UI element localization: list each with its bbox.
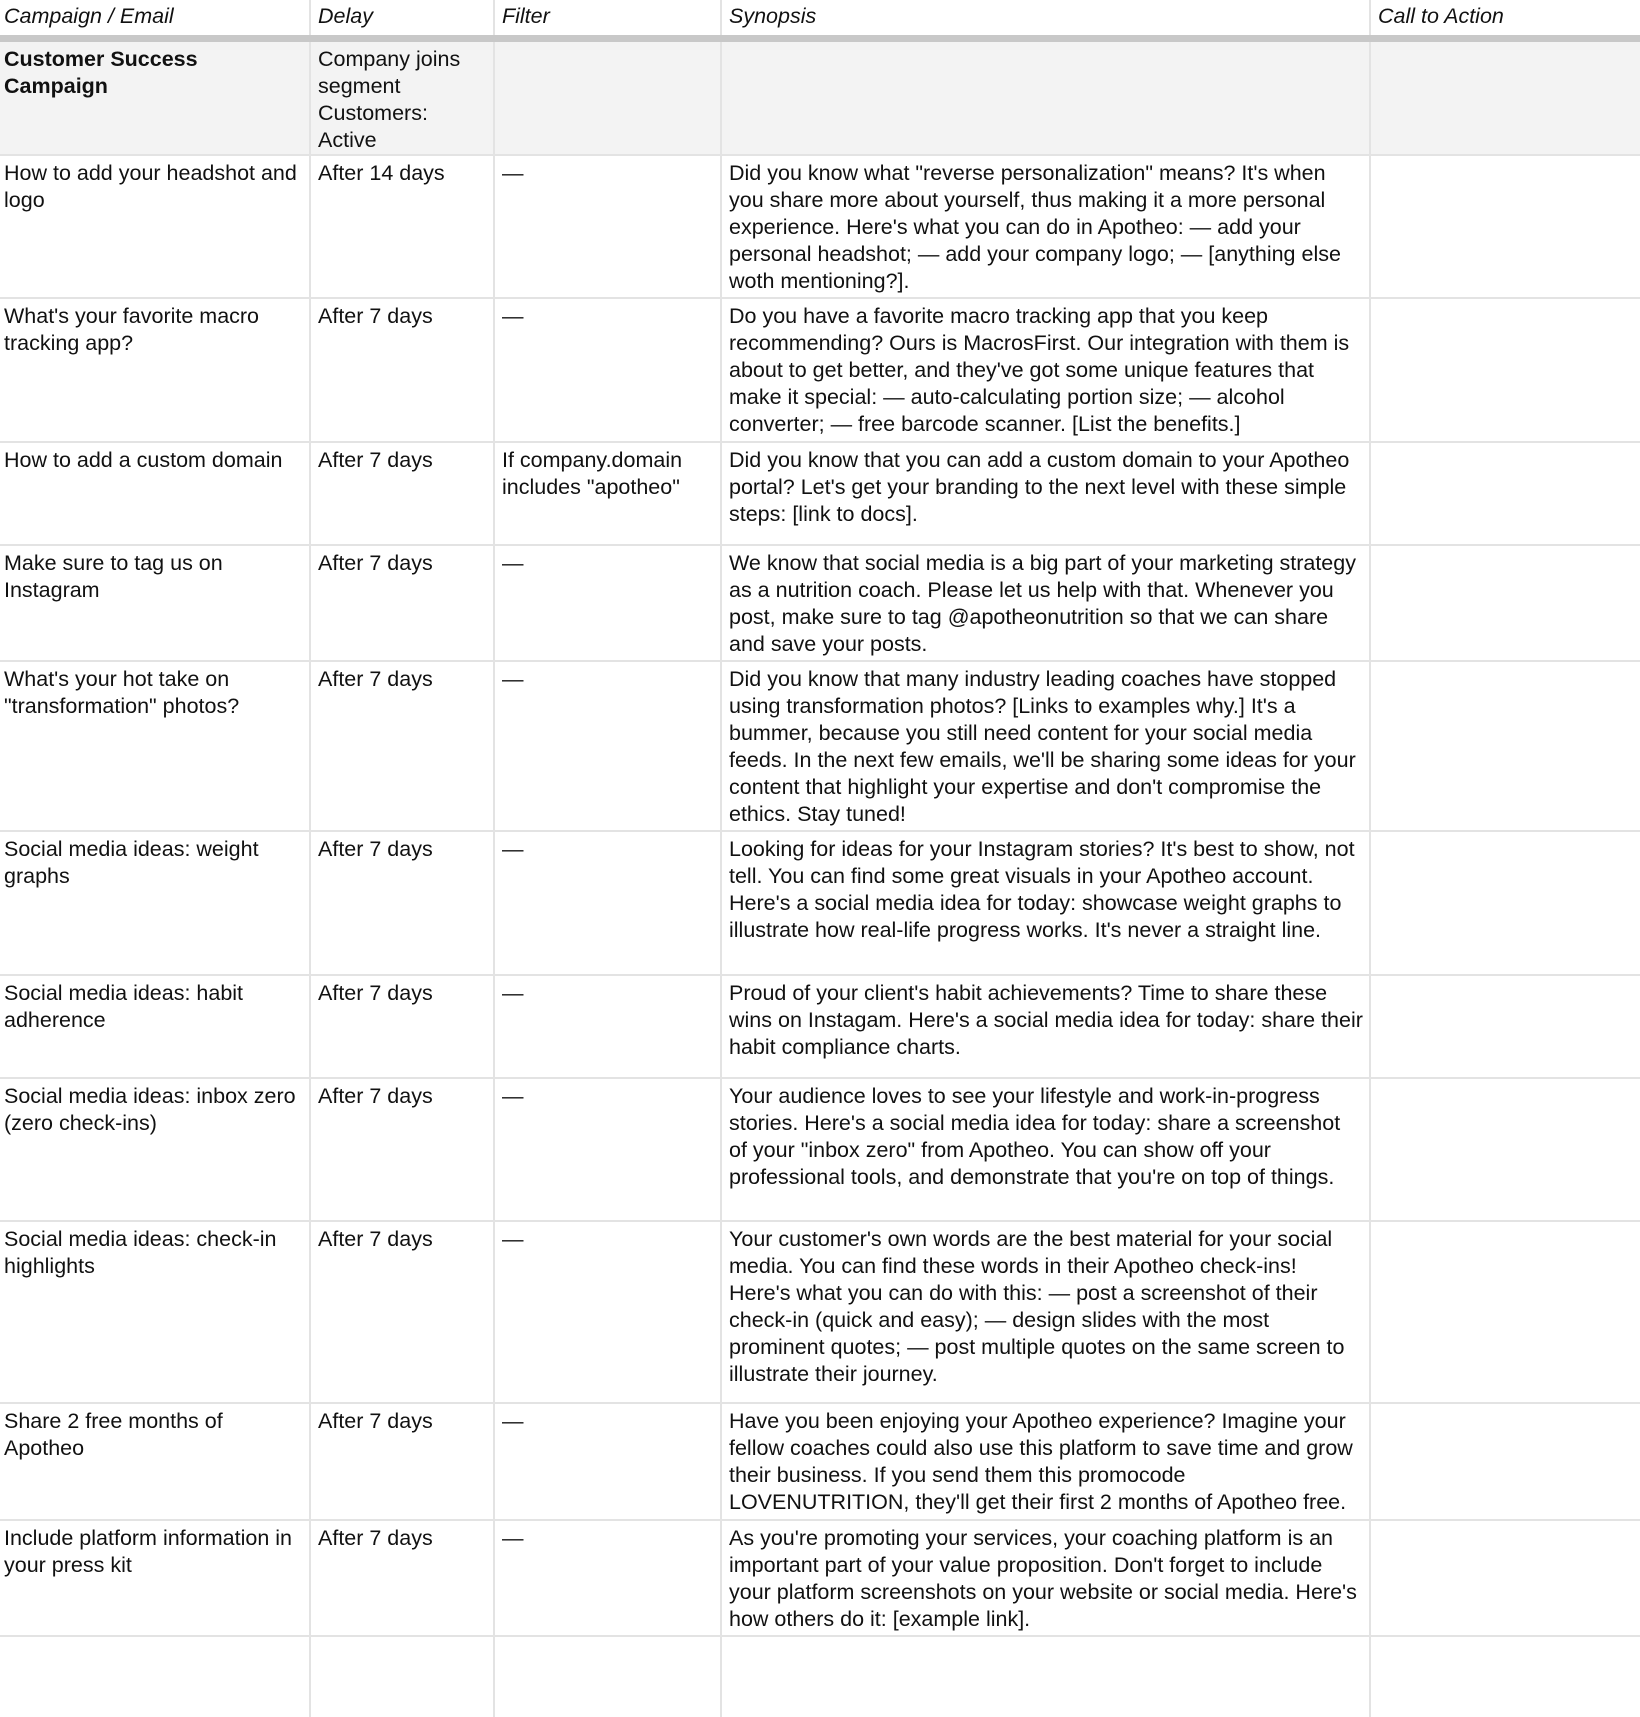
- column-header-delay[interactable]: Delay: [311, 0, 495, 35]
- email-name[interactable]: What's your favorite macro tracking app?: [0, 299, 311, 441]
- email-name[interactable]: Share 2 free months of Apotheo: [0, 1404, 311, 1519]
- email-cta[interactable]: [1371, 662, 1640, 830]
- campaign-trigger[interactable]: Company joins segment Customers: Active: [311, 42, 495, 154]
- email-delay[interactable]: After 7 days: [311, 443, 495, 544]
- table-header: [0, 0, 1640, 35]
- email-name[interactable]: What's your hot take on "transformation" photos?: [0, 662, 311, 830]
- header-divider: [0, 35, 1640, 42]
- table-row[interactable]: [0, 832, 1640, 976]
- empty-cell[interactable]: [311, 1637, 495, 1717]
- email-filter[interactable]: —: [495, 299, 722, 441]
- email-synopsis[interactable]: Did you know that many industry leading coaches have stopped using transformation photos? [Links to examples why.] It's a bummer, because you still need content for your social media feeds. In the next few emails, we'll be sharing some ideas for your content that highlight your expertise and don't compromise the ethics. Stay tuned!: [722, 662, 1371, 830]
- email-filter[interactable]: —: [495, 1404, 722, 1519]
- email-cta[interactable]: [1371, 299, 1640, 441]
- email-synopsis[interactable]: Have you been enjoying your Apotheo experience? Imagine your fellow coaches could also use this platform to save time and grow their business. If you send them this promocode LOVENUTRITION, they'll get their first 2 months of Apotheo free.: [722, 1404, 1371, 1519]
- email-filter[interactable]: —: [495, 1521, 722, 1635]
- email-delay[interactable]: After 7 days: [311, 1222, 495, 1402]
- column-header-filter[interactable]: Filter: [495, 0, 722, 35]
- empty-cell[interactable]: [722, 1637, 1371, 1717]
- table-row[interactable]: [0, 299, 1640, 443]
- email-filter[interactable]: —: [495, 976, 722, 1077]
- email-synopsis[interactable]: Looking for ideas for your Instagram stories? It's best to show, not tell. You can find some great visuals in your Apotheo account. Here's a social media idea for today: showcase weight graphs to illustrate how real-life progress works. It's never a straight line.: [722, 832, 1371, 974]
- campaign-row[interactable]: [0, 42, 1640, 156]
- empty-cell[interactable]: [495, 1637, 722, 1717]
- email-synopsis[interactable]: Do you have a favorite macro tracking app that you keep recommending? Ours is MacrosFirst. Our integration with them is about to get better, and they've got some unique features that make it special: — auto-calculating portion size; — alcohol converter; — free barcode scanner. [List the benefits.]: [722, 299, 1371, 441]
- campaign-name[interactable]: Customer Success Campaign: [0, 42, 311, 154]
- email-cta[interactable]: [1371, 976, 1640, 1077]
- empty-row[interactable]: [0, 1637, 1640, 1717]
- email-filter[interactable]: —: [495, 662, 722, 830]
- table-row[interactable]: [0, 156, 1640, 299]
- table-row[interactable]: [0, 976, 1640, 1079]
- email-filter[interactable]: —: [495, 156, 722, 297]
- column-header-cta[interactable]: Call to Action: [1378, 4, 1504, 28]
- column-header-campaign[interactable]: Campaign / Email: [0, 0, 311, 35]
- campaign-filter[interactable]: [495, 42, 722, 154]
- email-cta[interactable]: [1371, 1521, 1640, 1635]
- email-cta[interactable]: [1371, 156, 1640, 297]
- email-filter[interactable]: —: [495, 546, 722, 660]
- email-cta[interactable]: [1371, 546, 1640, 660]
- table-row[interactable]: [0, 662, 1640, 832]
- email-filter[interactable]: —: [495, 1222, 722, 1402]
- email-synopsis[interactable]: As you're promoting your services, your coaching platform is an important part of your value proposition. Don't forget to include your platform screenshots on your website or social media. Here's how others do it: [example link].: [722, 1521, 1371, 1635]
- email-name[interactable]: Social media ideas: habit adherence: [0, 976, 311, 1077]
- email-name[interactable]: Social media ideas: check-in highlights: [0, 1222, 311, 1402]
- email-delay[interactable]: After 14 days: [311, 156, 495, 297]
- email-name[interactable]: How to add a custom domain: [0, 443, 311, 544]
- table-row[interactable]: [0, 443, 1640, 546]
- email-delay[interactable]: After 7 days: [311, 1079, 495, 1220]
- email-delay[interactable]: After 7 days: [311, 1404, 495, 1519]
- email-name[interactable]: Social media ideas: inbox zero (zero check-ins): [0, 1079, 311, 1220]
- email-synopsis[interactable]: Proud of your client's habit achievements? Time to share these wins on Instagam. Here's a social media idea for today: share their habit compliance charts.: [722, 976, 1371, 1077]
- email-cta[interactable]: [1371, 1222, 1640, 1402]
- table-row[interactable]: [0, 1222, 1640, 1404]
- email-delay[interactable]: After 7 days: [311, 1521, 495, 1635]
- email-delay[interactable]: After 7 days: [311, 299, 495, 441]
- email-synopsis[interactable]: Your customer's own words are the best material for your social media. You can find these words in their Apotheo check-ins! Here's what you can do with this: — post a screenshot of their check-in (quick and easy); — design slides with the most prominent quotes; — post multiple quotes on the same screen to illustrate their journey.: [722, 1222, 1371, 1402]
- email-delay[interactable]: After 7 days: [311, 546, 495, 660]
- email-name[interactable]: How to add your headshot and logo: [0, 156, 311, 297]
- table-row[interactable]: [0, 1521, 1640, 1637]
- empty-cell[interactable]: [1371, 1637, 1640, 1717]
- email-name[interactable]: Include platform information in your press kit: [0, 1521, 311, 1635]
- table-row[interactable]: [0, 1079, 1640, 1222]
- table-row[interactable]: [0, 1404, 1640, 1521]
- email-filter[interactable]: —: [495, 832, 722, 974]
- email-delay[interactable]: After 7 days: [311, 832, 495, 974]
- email-filter[interactable]: —: [495, 1079, 722, 1220]
- email-name[interactable]: Social media ideas: weight graphs: [0, 832, 311, 974]
- email-delay[interactable]: After 7 days: [311, 976, 495, 1077]
- email-synopsis[interactable]: Did you know what "reverse personalization" means? It's when you share more about yourself, thus making it a more personal experience. Here's what you can do in Apotheo: — add your personal headshot; — add your company logo; — [anything else woth mentioning?].: [722, 156, 1371, 297]
- campaign-synopsis[interactable]: [722, 42, 1371, 154]
- email-delay[interactable]: After 7 days: [311, 662, 495, 830]
- email-name[interactable]: Make sure to tag us on Instagram: [0, 546, 311, 660]
- email-synopsis[interactable]: Did you know that you can add a custom domain to your Apotheo portal? Let's get your branding to the next level with these simple steps: [link to docs].: [722, 443, 1371, 544]
- campaign-cta[interactable]: [1371, 42, 1640, 154]
- email-cta[interactable]: [1371, 832, 1640, 974]
- email-cta[interactable]: [1371, 1404, 1640, 1519]
- email-synopsis[interactable]: Your audience loves to see your lifestyle and work-in-progress stories. Here's a social media idea for today: share a screenshot of your "inbox zero" from Apotheo. You can show off your professional tools, and demonstrate that you're on top of things.: [722, 1079, 1371, 1220]
- email-cta[interactable]: [1371, 443, 1640, 544]
- column-header-synopsis[interactable]: Synopsis: [722, 0, 1371, 35]
- email-synopsis[interactable]: We know that social media is a big part of your marketing strategy as a nutrition coach. Please let us help with that. Whenever you post, make sure to tag @apotheonutrition so that we can share and save your posts.: [722, 546, 1371, 660]
- empty-cell[interactable]: [0, 1637, 311, 1717]
- email-cta[interactable]: [1371, 1079, 1640, 1220]
- table-row[interactable]: [0, 546, 1640, 662]
- email-filter[interactable]: If company.domain includes "apotheo": [495, 443, 722, 544]
